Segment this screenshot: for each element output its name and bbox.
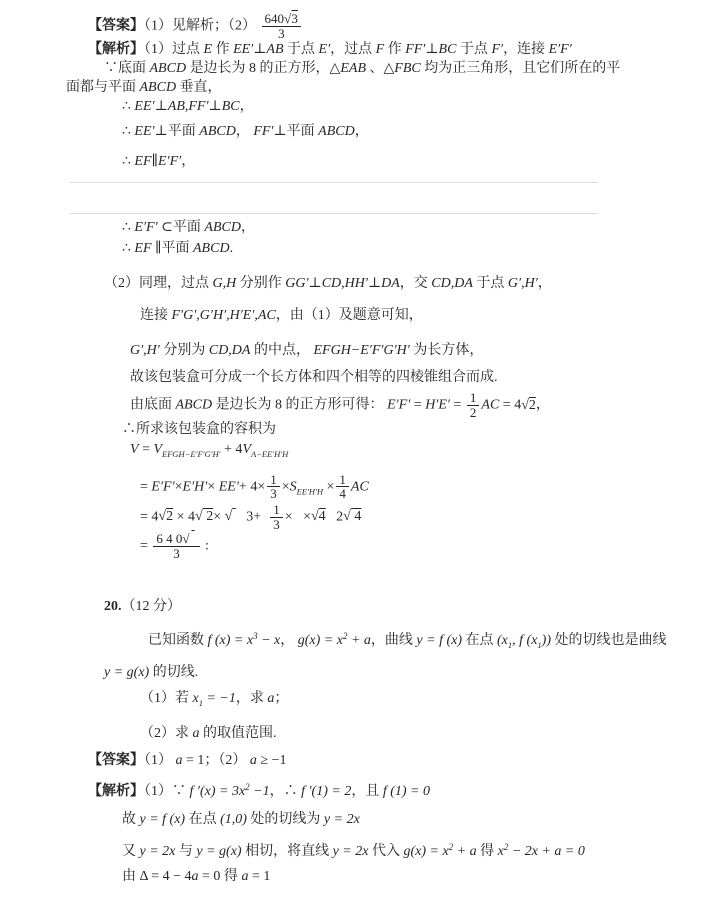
text-line: ∵底面 ABCD 是边长为 8 的正方形，△EAB 、△FBC 均为正三角形，且它们所在的平 (104, 61, 621, 77)
math-italic: EAB (340, 61, 366, 77)
math-italic: FF′ (253, 124, 274, 140)
math-italic: BC (221, 99, 240, 115)
denominator: 4 (339, 486, 346, 502)
math-italic: EE′ (134, 124, 155, 140)
denominator: 3 (278, 25, 285, 41)
math-italic: E′F′ (134, 220, 158, 236)
text-line: 连接 F′G′,G′H′,H′E′,AC，由（1）及题意可知， (140, 308, 423, 324)
math-italic: FF′ (405, 42, 426, 58)
math-italic: E (203, 42, 213, 58)
math-italic: (1,0) (220, 812, 247, 828)
text-line: ∴ EE′⊥AB,FF′⊥BC， (122, 99, 254, 115)
numerator: 640√3 (262, 12, 302, 27)
subscript: A−EE′H′H (251, 448, 289, 459)
text-line: = E′F′×E′H′× EE′+ 4× $\frac{1}{3}$ $\times S_{EE'H'H}$ × $\frac{1}{4}$ AC (140, 471, 369, 502)
text-line: y = g(x) 的切线. (104, 665, 199, 681)
subscript: 1 (537, 640, 542, 651)
math-italic: a (249, 753, 257, 769)
text-line: 面都与平面 ABCD 垂直， (66, 80, 222, 96)
math-italic: BC (438, 42, 457, 58)
text-line: = $\frac{6 4 0√}{3}$ : (140, 531, 209, 561)
bold-text: 【答案】 (88, 753, 144, 769)
text-line: （2）同理，过点 G,H 分别作 GG′⊥CD,HH′⊥DA，交 CD,DA 于点 G′,H′， (104, 276, 552, 292)
subscript: EFGH−E′F′G′H′ (162, 448, 221, 459)
math-italic: AB (266, 42, 284, 58)
subscript: EE′H′H (296, 485, 324, 496)
radical (158, 509, 173, 524)
superscript: 3 (253, 631, 258, 642)
numerator: 1 (336, 473, 349, 488)
math-italic: f ′(1) = 2 (301, 784, 352, 800)
numerator: 1 (270, 503, 283, 518)
math-italic: − x (257, 633, 281, 649)
text-line: ∴所求该包装盒的容积为 (122, 421, 276, 437)
math-italic: f ′(x) = 3x (189, 784, 246, 800)
math-italic: a (192, 726, 200, 742)
page-break-divider (70, 213, 598, 214)
radical-sign: √ (195, 509, 203, 525)
text-line: 故 y = f (x) 在点 (1,0) 处的切线为 y = 2x (122, 812, 360, 828)
math-italic: G′,H′ (130, 343, 160, 359)
radicand: 2 (166, 509, 174, 525)
radicand: 2 (202, 509, 214, 525)
math-italic: EF (134, 241, 152, 257)
math-italic: ABCD (175, 397, 213, 413)
math-italic: CD,DA (431, 276, 473, 292)
fraction (262, 12, 302, 40)
math-italic: AB (167, 99, 185, 115)
math-italic: f (x) = x (207, 633, 254, 649)
subscript: 1 (507, 640, 513, 651)
radicand (190, 532, 197, 546)
math-italic: V (153, 441, 163, 457)
math-italic: CD (321, 276, 342, 292)
math-italic: a (267, 691, 275, 707)
math-italic: GG′ (285, 276, 309, 292)
math-italic: g(x) = x (297, 633, 343, 649)
math-italic: y = f (x) (139, 812, 186, 828)
text-line: 故该包装盒可分成一个长方体和四个相等的四棱锥组合而成. (130, 370, 498, 386)
bold-text: 【答案】 (88, 18, 144, 34)
text-line: G′,H′ 分别为 CD,DA 的中点， EFGH−E′F′G′H′ 为长方体， (130, 343, 484, 359)
radical (311, 509, 326, 524)
text-line: 【答案】（1） a = 1；（2） a ≥ −1 (88, 753, 287, 769)
math-italic: F (375, 42, 385, 58)
math-italic: (x (497, 633, 508, 649)
superscript: 2 (342, 631, 348, 642)
numerator: 6 4 0√ (153, 532, 199, 547)
math-italic: a (175, 753, 183, 769)
math-italic: y = 2x (139, 844, 176, 860)
radical (195, 509, 213, 524)
radical-sign: √ (224, 509, 233, 525)
math-italic: G,H (212, 276, 237, 292)
text-line: 【答案】（1）见解析；（2） $\frac{640√3}{3}$ (88, 12, 683, 40)
math-italic: S (289, 478, 297, 494)
radical-sign: √ (182, 531, 190, 547)
math-italic: y = 2x (323, 812, 360, 828)
bold-text: 【解析】 (88, 784, 144, 800)
text-line: $V = V_{EFGH-E'F'G'H'} + 4V_{A-EE'H'H}$ (130, 441, 289, 459)
math-italic: H′E′ (425, 397, 450, 413)
math-italic: E′F′ (548, 42, 572, 58)
math-italic: HH′ (344, 276, 368, 292)
radicand: 4 (318, 509, 326, 525)
math-italic: y = g(x) (196, 844, 242, 860)
math-italic: EE′ (218, 478, 239, 494)
fraction (336, 473, 349, 501)
radical-sign: √ (521, 397, 529, 413)
superscript: 2 (448, 842, 454, 853)
math-italic: G′,H′ (507, 276, 538, 292)
math-italic: E′ (318, 42, 331, 58)
radical-sign: √ (310, 509, 319, 525)
fraction (467, 391, 480, 419)
math-italic: V (130, 441, 139, 457)
math-italic: − 2x + a = 0 (508, 844, 585, 860)
math-italic: F′ (491, 42, 504, 58)
math-italic: ABCD (139, 80, 177, 96)
math-italic: E′F′ (151, 478, 175, 494)
math-italic: + a (453, 844, 477, 860)
subscript: 1 (198, 698, 203, 709)
text-line: ∴ E′F′ ⊂平面 ABCD， (122, 220, 255, 236)
radical-sign: √ (284, 11, 292, 26)
math-italic: + a (347, 633, 371, 649)
superscript: 2 (503, 842, 509, 853)
math-italic: AC (350, 478, 369, 494)
math-italic: FBC (394, 61, 421, 77)
math-italic: ABCD (318, 124, 355, 140)
math-italic: AC (481, 397, 500, 413)
math-italic: EE′ (134, 99, 155, 115)
radical (225, 509, 240, 524)
math-italic: x (192, 691, 199, 707)
bold-text: 20. (104, 599, 122, 615)
denominator: 2 (469, 404, 477, 420)
math-italic: f (1) = 0 (382, 784, 431, 800)
text-line: ∴ EE′⊥平面 ABCD， FF′⊥平面 ABCD， (122, 124, 369, 140)
numerator: 1 (267, 473, 280, 488)
fraction (267, 473, 280, 501)
math-italic: E′F′ (387, 397, 411, 413)
math-italic: FF′ (188, 99, 209, 115)
math-italic: a (241, 869, 249, 885)
radical (284, 11, 298, 26)
radicand (232, 507, 239, 526)
math-italic: −1 (249, 784, 270, 800)
math-italic: ABCD (149, 61, 187, 77)
math-italic: , f (x (512, 633, 538, 649)
math-italic: y = f (x) (416, 633, 463, 649)
bold-text: 【解析】 (88, 42, 144, 58)
radical (521, 398, 536, 413)
denominator: 3 (270, 486, 277, 502)
radicand: 2 (528, 397, 536, 413)
math-italic: y = g(x) (104, 665, 150, 681)
math-italic: = −1 (202, 691, 236, 707)
math-italic: ABCD (204, 220, 241, 236)
math-italic: EE′ (233, 42, 254, 58)
text-line: = 4√2 × 4√ 2× √ 3+ $\frac{1}{3}$ × ×√4 2√ 4 (140, 501, 362, 532)
denominator: 3 (273, 516, 280, 532)
math-italic: DA (381, 276, 400, 292)
math-italic: g(x) = x (403, 844, 449, 860)
math-italic: CD,DA (208, 343, 251, 359)
math-italic: ABCD (199, 124, 236, 140)
denominator: 3 (173, 545, 180, 561)
math-italic: EFGH−E′F′G′H′ (313, 343, 410, 359)
math-italic: )) (541, 633, 551, 649)
numerator: 1 (467, 391, 480, 406)
math-italic: y = 2x (332, 844, 369, 860)
text-line: 由 Δ = 4 − 4a = 0 得 a = 1 (122, 869, 271, 885)
page-break-divider (70, 182, 598, 183)
superscript: 2 (245, 782, 250, 793)
radical (343, 509, 361, 524)
fraction (270, 503, 283, 531)
math-italic: ABCD (193, 241, 230, 257)
radical (182, 531, 196, 546)
math-italic: V (242, 441, 251, 457)
text-line: （2）求 a 的取值范围. (140, 726, 277, 742)
radicand: 4 (350, 509, 362, 525)
text-line: （1）若 $x_1 = -1$，求 a； (140, 691, 289, 709)
math-italic: a (191, 869, 199, 885)
fraction (153, 532, 199, 560)
math-italic: E′F′ (158, 154, 182, 170)
text-line: 【解析】（1）∵ f $'(x) = 3x^2 -1$，∴ f ′(1) = 2，且 f (1) = 0 (88, 782, 431, 800)
text-line: ∴ EF ∥平面 ABCD. (122, 241, 234, 257)
text-line: 由底面 ABCD 是边长为 8 的正方形可得： E′F′ = H′E′ = $\frac{1}{2}$ AC = 4√2， (130, 390, 550, 420)
math-italic: EF (134, 154, 152, 170)
text-line: ∴ EF∥E′F′， (122, 154, 196, 170)
radical-sign: √ (343, 509, 351, 525)
text-line: 【解析】（1）过点 E 作 EE′⊥AB 于点 E′，过点 F 作 FF′⊥BC 于点 F′，连接 E′F′ (88, 42, 572, 58)
math-italic: F′G′,G′H′,H′E′,AC (171, 308, 276, 324)
text-line: 又 y = 2x 与 y = g(x) 相切，将直线 y = 2x 代入 $g(x) = x^2 + a$ 得 $x^2 - 2x + a = 0$ (122, 842, 585, 860)
math-italic: x (497, 844, 504, 860)
radical-sign: √ (158, 509, 167, 525)
radicand: 3 (291, 11, 298, 26)
text-line: 20.（12 分） (104, 599, 181, 615)
math-italic: E′H′ (182, 478, 208, 494)
text-line: 已知函数 f $(x) = x^3 - x$， $g(x) = x^2 + a$，曲线 y = f (x) 在点 ($x_1$, f $(x_1)$) 处的切线也是曲线 (148, 631, 667, 651)
